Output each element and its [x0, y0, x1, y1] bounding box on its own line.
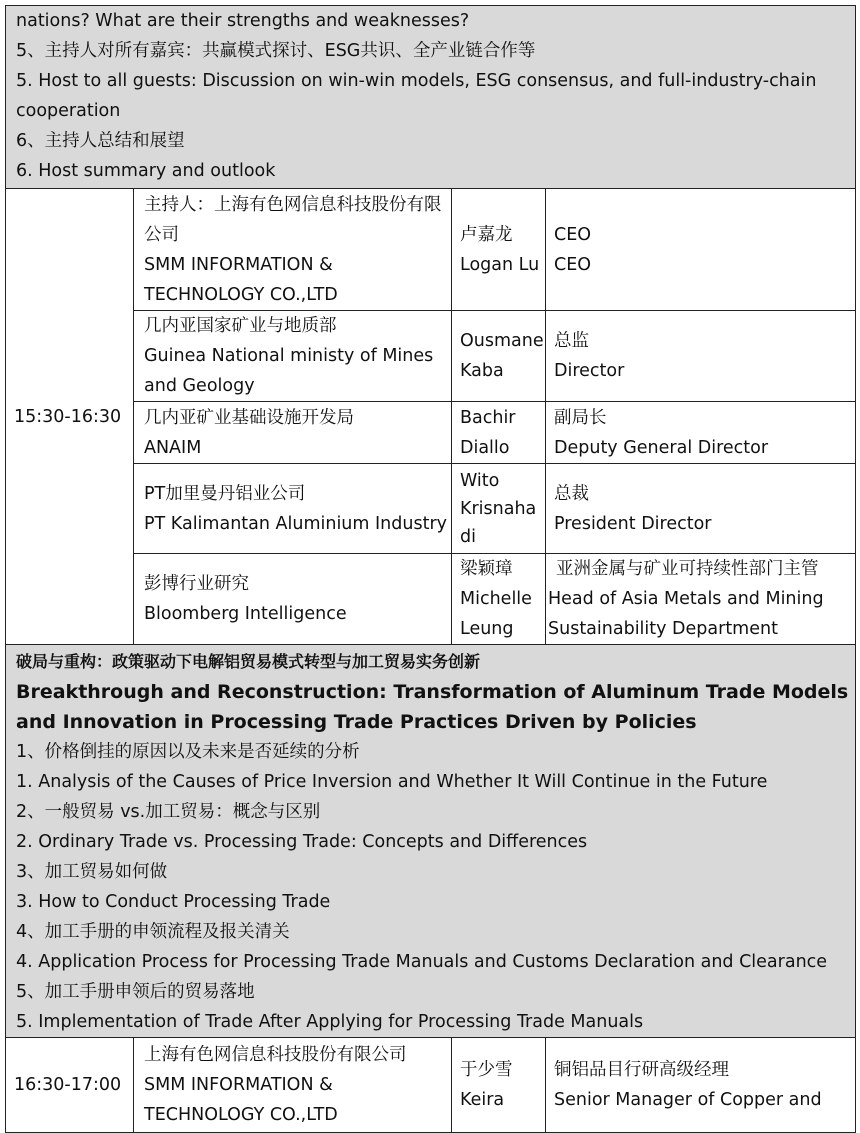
session-time: 16:30-17:00 — [6, 1038, 134, 1133]
topic-line: 6. Host summary and outlook — [16, 161, 276, 181]
name-cn: 梁颖璋 — [460, 559, 513, 579]
name-en: Logan Lu — [460, 254, 540, 275]
speaker-org — [134, 189, 452, 311]
speaker-org — [134, 311, 452, 402]
title-cn: 总裁 — [554, 483, 589, 504]
speaker-org — [134, 554, 452, 645]
topic-line: 5、加工手册申领后的贸易落地 — [16, 982, 255, 1002]
speaker-org — [134, 464, 452, 554]
speaker-name — [452, 311, 546, 402]
org-cn: 彭博行业研究 — [144, 574, 249, 594]
name-cn: 卢嘉龙 — [460, 224, 513, 245]
org-cn: PT加里曼丹铝业公司 — [144, 483, 306, 504]
title-en: President Director — [554, 513, 712, 534]
org-en: PT Kalimantan Aluminium Industry — [144, 513, 447, 534]
name-en: Keira — [460, 1090, 505, 1110]
name-en: Michelle Leung — [460, 589, 532, 639]
title-en: Deputy General Director — [554, 437, 769, 458]
title-en: Director — [554, 361, 625, 381]
topic-line: 5. Implementation of Trade After Applying for Processing Trade Manuals — [16, 1012, 644, 1032]
topic-line: 4. Application Process for Processing Trade Manuals and Customs Declaration and Clearance — [16, 952, 828, 972]
topic-line: 2、一般贸易 vs.加工贸易：概念与区别 — [16, 802, 321, 822]
speaker-title — [546, 464, 856, 554]
title-en: CEO — [554, 254, 592, 275]
title-en: Senior Manager of Copper and — [554, 1090, 822, 1110]
topic-line: 1、价格倒挂的原因以及未来是否延续的分析 — [16, 742, 360, 762]
org-cn: 主持人：上海有色网信息科技股份有限公司 — [144, 194, 442, 245]
topic-line: 4、加工手册的申领流程及报关清关 — [16, 922, 290, 942]
name-cn: Ousmane — [460, 331, 544, 351]
section-heading-en: Breakthrough and Reconstruction: Transformation of Aluminum Trade Models and Innovation in Processing Trade Practices Driven by Policies — [16, 681, 849, 733]
topics-row-1 — [6, 6, 856, 189]
topics-row-2 — [6, 645, 856, 1038]
name-en: Diallo — [460, 437, 510, 458]
topic-line: 1. Analysis of the Causes of Price Inversion and Whether It Will Continue in the Future — [16, 772, 768, 792]
org-en: SMM INFORMATION & TECHNOLOGY CO.,LTD — [144, 254, 338, 305]
speaker-title — [546, 189, 856, 311]
org-cn: 几内亚矿业基础设施开发局 — [144, 407, 354, 428]
title-cn: CEO — [554, 224, 592, 245]
speaker-title — [546, 311, 856, 402]
speaker-row — [6, 311, 856, 402]
org-en: ANAIM — [144, 437, 202, 458]
org-en: Bloomberg Intelligence — [144, 604, 347, 624]
title-cn: 铜铝品目行研高级经理 — [554, 1060, 729, 1080]
topic-line: nations? What are their strengths and weaknesses? — [16, 11, 470, 31]
speaker-title — [546, 554, 856, 645]
name-en: Kaba — [460, 361, 504, 381]
speaker-name — [452, 1038, 546, 1133]
title-cn: 副局长 — [554, 407, 607, 428]
topic-line: 5、主持人对所有嘉宾：共赢模式探讨、ESG共识、全产业链合作等 — [16, 41, 536, 61]
speaker-row — [6, 554, 856, 645]
name-cn: Bachir — [460, 407, 516, 428]
name-en: Krisnahadi — [460, 498, 537, 547]
title-cn: 亚洲金属与矿业可持续性部门主管 — [556, 559, 819, 579]
section-heading-cn: 破局与重构：政策驱动下电解铝贸易模式转型与加工贸易实务创新 — [16, 652, 481, 671]
speaker-name — [452, 189, 546, 311]
topics-cell-1 — [6, 6, 856, 189]
topics-cell-2 — [6, 645, 856, 1038]
session-time: 15:30-16:30 — [6, 189, 134, 645]
name-cn: Wito — [460, 470, 500, 491]
name-cn: 于少雪 — [460, 1060, 513, 1080]
speaker-title — [546, 402, 856, 464]
speaker-title — [546, 1038, 856, 1133]
speaker-org — [134, 402, 452, 464]
speaker-name — [452, 402, 546, 464]
org-en: Guinea National ministy of Mines and Geology — [144, 346, 434, 396]
speaker-row — [6, 464, 856, 554]
speaker-row — [6, 1038, 856, 1133]
org-cn: 上海有色网信息科技股份有限公司 — [144, 1045, 407, 1065]
topic-line: 6、主持人总结和展望 — [16, 131, 185, 151]
speaker-row — [6, 402, 856, 464]
topic-line: 2. Ordinary Trade vs. Processing Trade: Concepts and Differences — [16, 832, 588, 852]
topic-line: 3、加工贸易如何做 — [16, 862, 168, 882]
topic-line: 5. Host to all guests: Discussion on win-win models, ESG consensus, and full-industry-chain cooperation — [16, 71, 817, 121]
speaker-name — [452, 554, 546, 645]
org-cn: 几内亚国家矿业与地质部 — [144, 316, 337, 336]
title-cn: 总监 — [554, 331, 589, 351]
title-en: Head of Asia Metals and Mining Sustainability Department — [548, 589, 824, 639]
topic-line: 3. How to Conduct Processing Trade — [16, 892, 331, 912]
org-en: SMM INFORMATION & TECHNOLOGY CO.,LTD — [144, 1075, 338, 1125]
speaker-row — [6, 189, 856, 311]
speaker-org — [134, 1038, 452, 1133]
speaker-name — [452, 464, 546, 554]
agenda-table — [5, 5, 856, 1133]
